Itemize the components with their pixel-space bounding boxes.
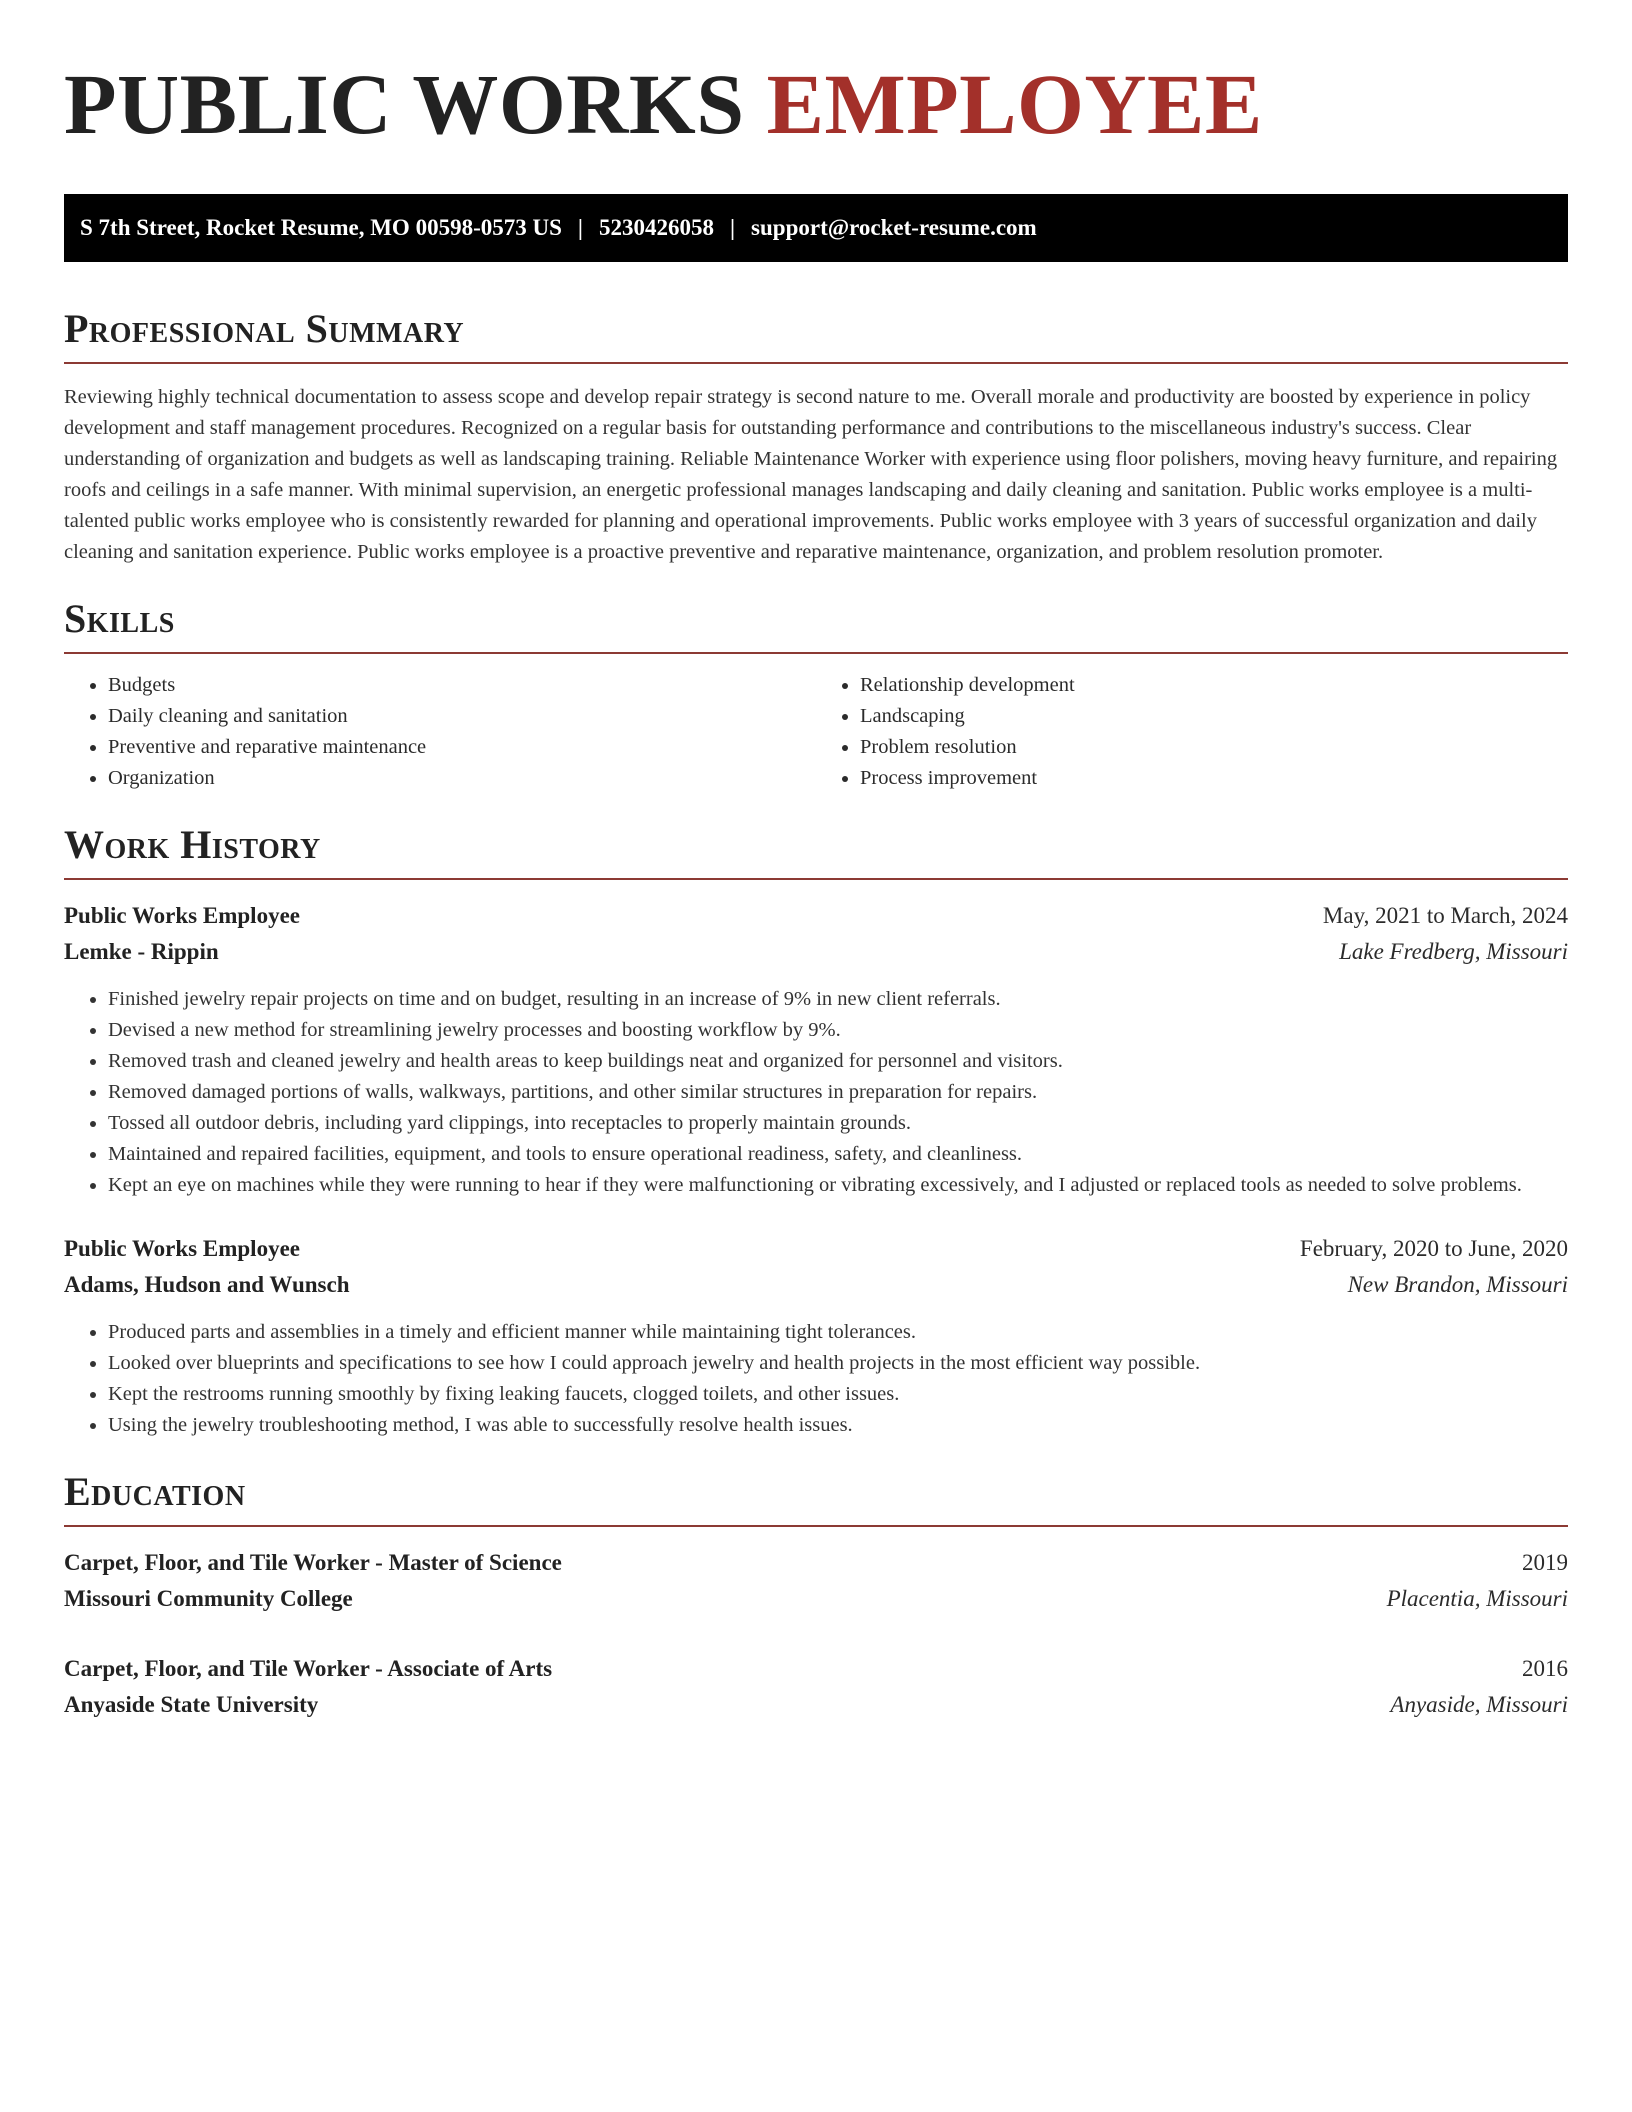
- job-bullet: • Tossed all outdoor debris, including yard clippings, into receptacles to properly maintain grounds.: [108, 1108, 1568, 1139]
- education-year: 2019: [1522, 1550, 1568, 1575]
- contact-separator: |: [577, 215, 583, 240]
- job-bullet: • Maintained and repaired facilities, equipment, and tools to ensure operational readiness, safety, and cleanliness.: [108, 1139, 1568, 1170]
- job-bullet: • Using the jewelry troubleshooting method, I was able to successfully resolve health issues.: [108, 1410, 1568, 1441]
- job-company: Adams, Hudson and Wunsch: [64, 1272, 350, 1297]
- education-entry: [64, 1545, 1568, 1617]
- job-company: Lemke - Rippin: [64, 939, 219, 964]
- skills-right-list: [816, 670, 1568, 794]
- job-position: Public Works Employee: [64, 903, 300, 928]
- job-bullet: • Removed trash and cleaned jewelry and health areas to keep buildings neat and organized for personnel and visitors.: [108, 1046, 1568, 1077]
- job-bullet: • Removed damaged portions of walls, walkways, partitions, and other similar structures in preparation for repairs.: [108, 1077, 1568, 1108]
- education-school-row: [64, 1581, 1568, 1617]
- job-bullet: • Finished jewelry repair projects on time and on budget, resulting in an increase of 9% in new client referrals.: [108, 984, 1568, 1015]
- education-location: Placentia, Missouri: [1386, 1586, 1568, 1611]
- job-bullets: [64, 984, 1568, 1201]
- education-school: Anyaside State University: [64, 1692, 319, 1717]
- job-bullet: • Kept the restrooms running smoothly by fixing leaking faucets, clogged toilets, and other issues.: [108, 1379, 1568, 1410]
- work-history-heading: Work History: [64, 822, 1568, 880]
- job-title-row: [64, 1231, 1568, 1267]
- education-section: [64, 1469, 1568, 1723]
- job-bullets: [64, 1317, 1568, 1441]
- job-location: New Brandon, Missouri: [1347, 1272, 1568, 1297]
- education-degree-row: [64, 1651, 1568, 1687]
- summary-section: [64, 306, 1568, 568]
- contact-email: support@rocket-resume.com: [751, 215, 1037, 240]
- job-company-row: [64, 934, 1568, 970]
- job-dates: May, 2021 to March, 2024: [1322, 903, 1568, 928]
- name-second: EMPLOYEE: [766, 56, 1263, 152]
- skills-left-list: [64, 670, 816, 794]
- education-degree: Carpet, Floor, and Tile Worker - Master of Science: [64, 1550, 562, 1575]
- education-year: 2016: [1522, 1656, 1568, 1681]
- education-school-row: [64, 1687, 1568, 1723]
- education-entry: [64, 1651, 1568, 1723]
- summary-text: Reviewing highly technical documentation to assess scope and develop repair strategy is second nature to me. Overall morale and productivity are boosted by experience in policy development and staff management procedures. Recognized on a regular basis for outstanding performance and contributions to the miscellaneous industry's success. Clear understanding of organization and budgets as well as landscaping training. Reliable Maintenance Worker with experience using floor polishers, moving heavy furniture, and repairing roofs and ceilings in a safe manner. With minimal supervision, an energetic professional manages landscaping and daily cleaning and sanitation. Public works employee is a multi-talented public works employee who is consistently rewarded for planning and operational improvements. Public works employee with 3 years of successful organization and daily cleaning and sanitation experience. Public works employee is a proactive preventive and reparative maintenance, organization, and problem resolution promoter.: [64, 386, 1558, 563]
- education-location: Anyaside, Missouri: [1390, 1692, 1568, 1717]
- resume-name: [64, 54, 1568, 154]
- contact-separator: |: [729, 215, 736, 240]
- job-bullet: • Produced parts and assemblies in a timely and efficient manner while maintaining tight tolerances.: [108, 1317, 1568, 1348]
- education-school: Missouri Community College: [64, 1586, 353, 1611]
- work-history-section: [64, 822, 1568, 1441]
- skill-item: • Budgets: [108, 670, 816, 701]
- job-bullet: • Looked over blueprints and specifications to see how I could approach jewelry and health projects in the most efficient way possible.: [108, 1348, 1568, 1379]
- skill-item: • Preventive and reparative maintenance: [108, 732, 816, 763]
- skill-item: • Organization: [108, 763, 816, 794]
- contact-bar: [64, 194, 1568, 262]
- skill-item: • Daily cleaning and sanitation: [108, 701, 816, 732]
- skills-heading: Skills: [64, 596, 1568, 654]
- job-title-row: [64, 898, 1568, 934]
- skill-item: • Problem resolution: [860, 732, 1568, 763]
- job-company-row: [64, 1267, 1568, 1303]
- job-bullet: • Kept an eye on machines while they were running to hear if they were malfunctioning or vibrating excessively, and I adjusted or replaced tools as needed to solve problems.: [108, 1170, 1568, 1201]
- skill-item: • Landscaping: [860, 701, 1568, 732]
- skills-section: [64, 596, 1568, 794]
- name-first: PUBLIC WORKS: [64, 56, 745, 152]
- job-location: Lake Fredberg, Missouri: [1339, 939, 1568, 964]
- job-entry: [64, 898, 1568, 1201]
- contact-address: S 7th Street, Rocket Resume, MO 00598-0573 US: [80, 215, 562, 240]
- job-bullet: • Devised a new method for streamlining jewelry processes and boosting workflow by 9%.: [108, 1015, 1568, 1046]
- education-heading: Education: [64, 1469, 1568, 1527]
- job-entry: [64, 1231, 1568, 1441]
- job-position: Public Works Employee: [64, 1236, 300, 1261]
- education-degree: Carpet, Floor, and Tile Worker - Associate of Arts: [64, 1656, 553, 1681]
- job-dates: February, 2020 to June, 2020: [1299, 1236, 1568, 1261]
- skill-item: • Relationship development: [860, 670, 1568, 701]
- skills-columns: [64, 670, 1568, 794]
- education-degree-row: [64, 1545, 1568, 1581]
- summary-heading: Professional Summary: [64, 306, 1568, 364]
- skill-item: • Process improvement: [860, 763, 1568, 794]
- contact-phone: 5230426058: [598, 215, 714, 240]
